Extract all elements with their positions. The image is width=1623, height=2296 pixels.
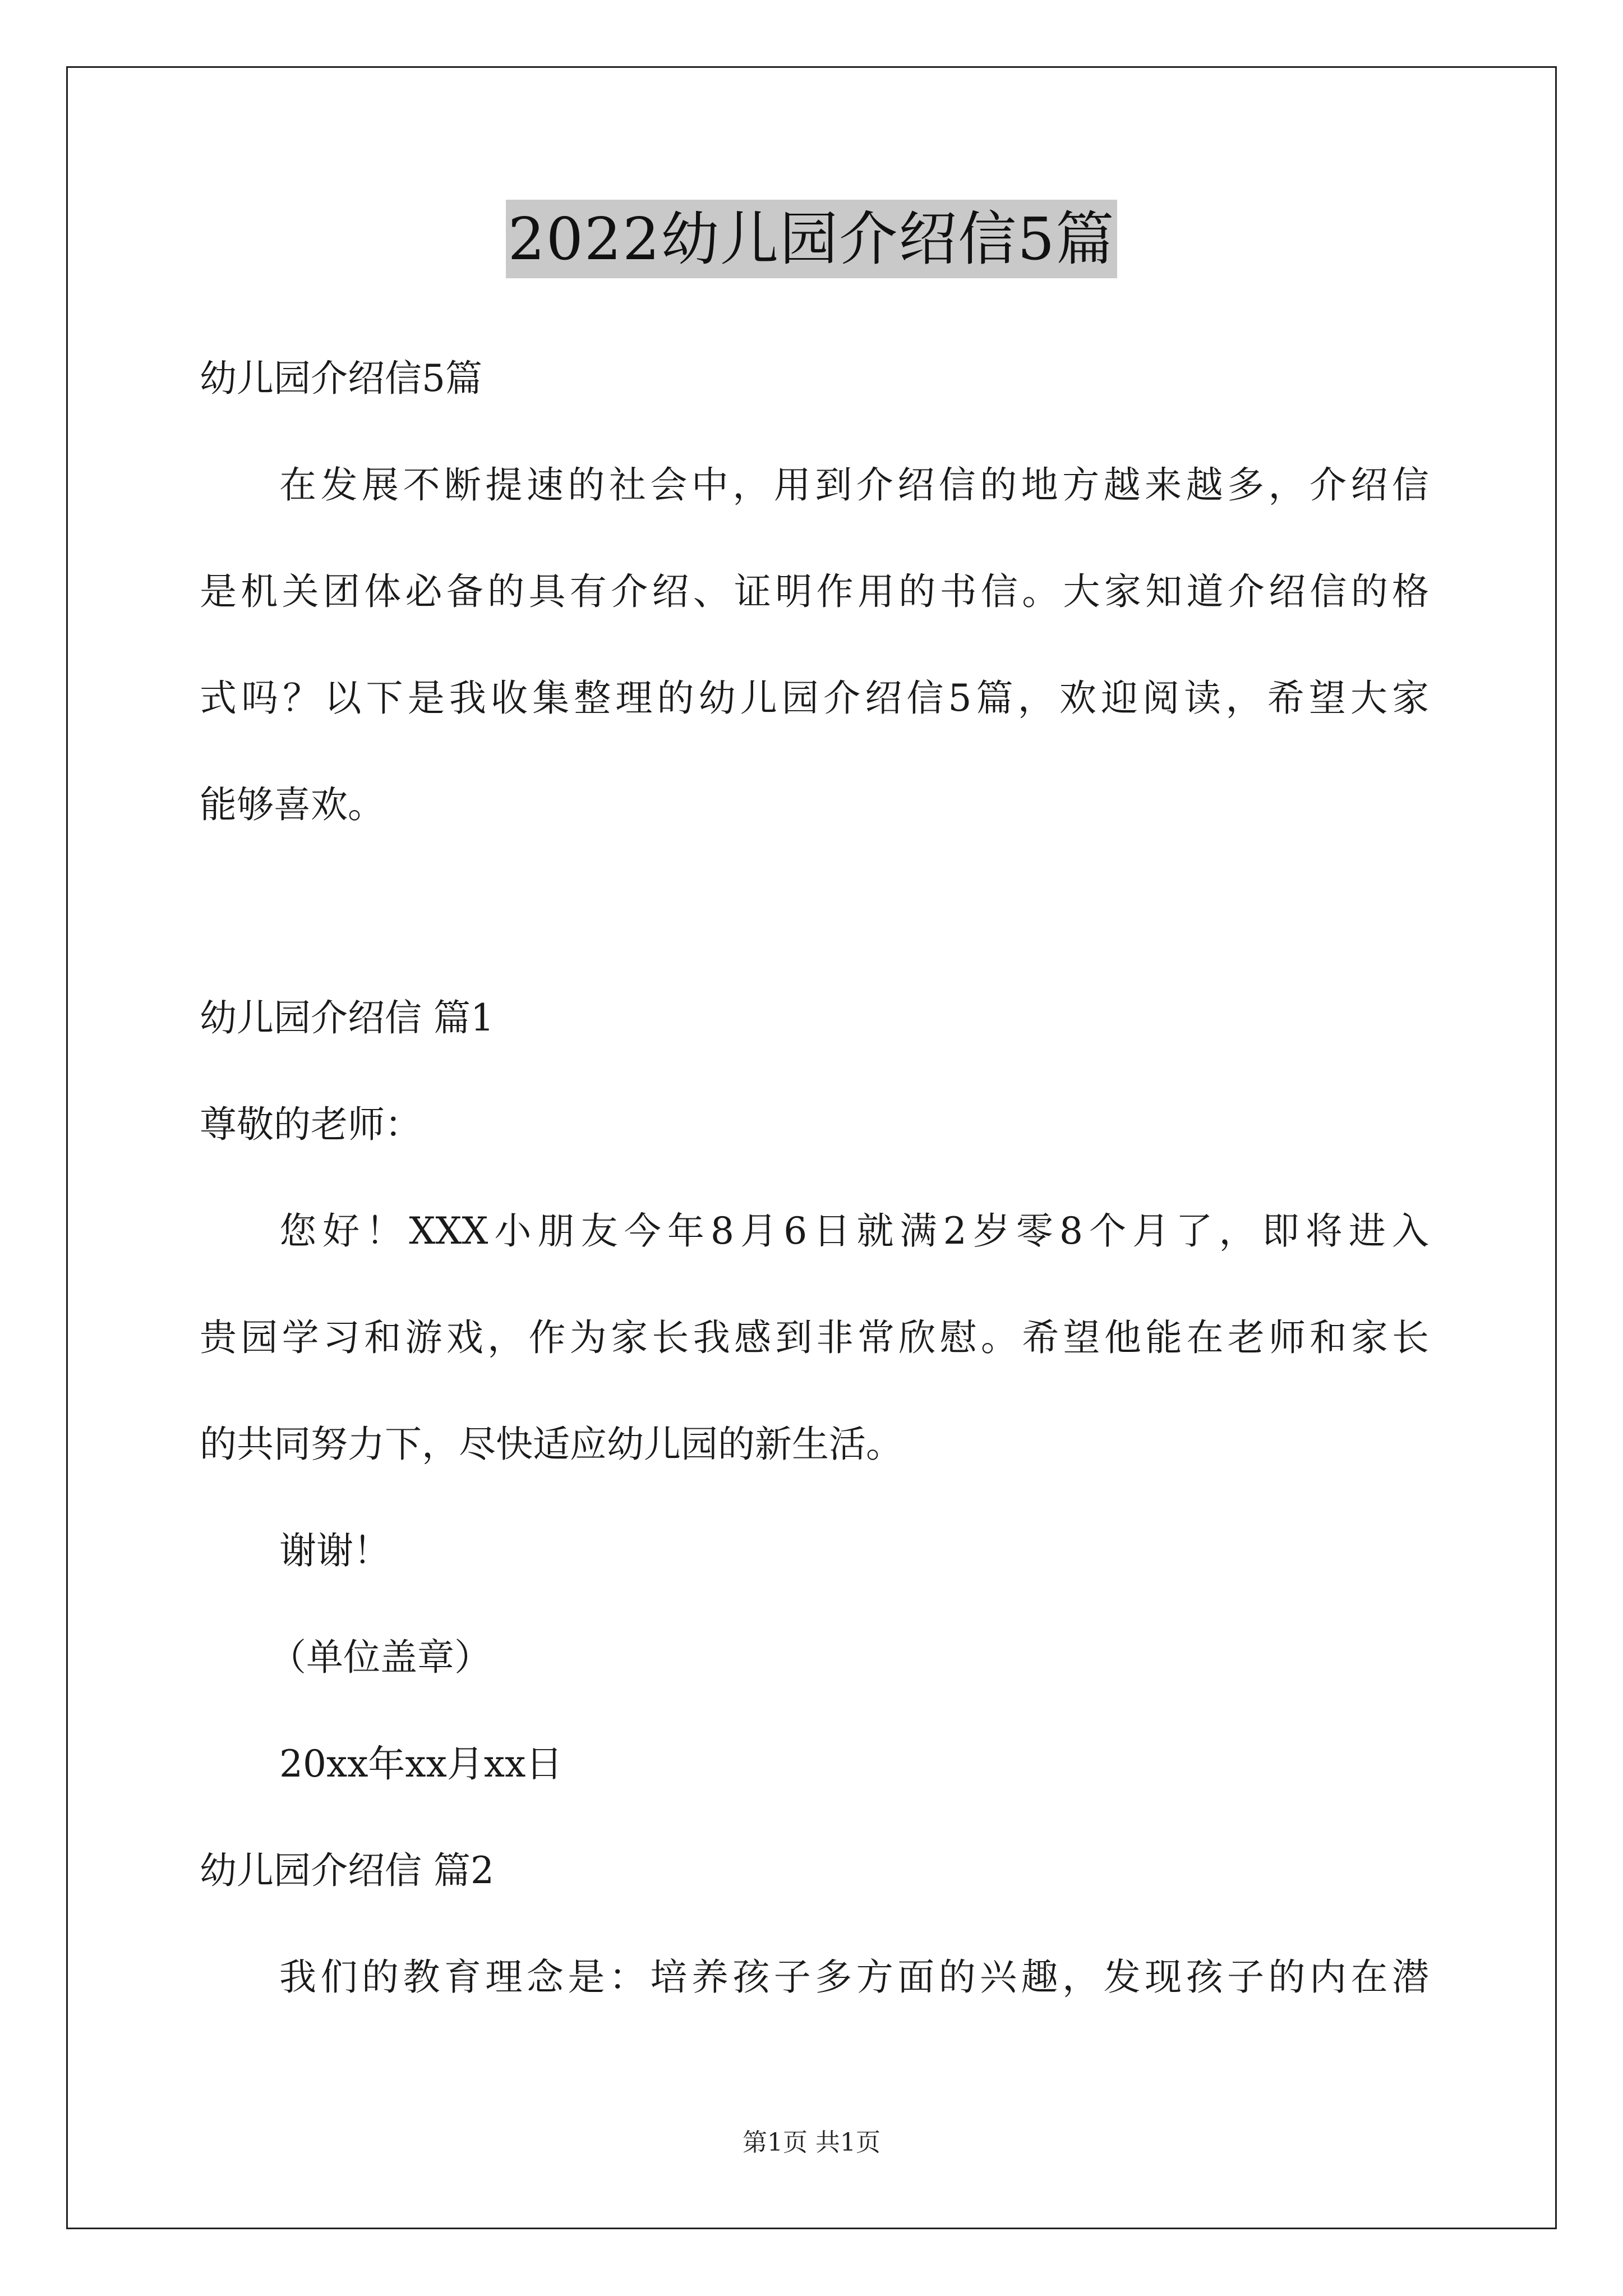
intro-paragraph-line-4: 能够喜欢。 — [200, 783, 385, 826]
section-heading-2: 幼儿园介绍信 篇2 — [200, 1849, 494, 1892]
intro-paragraph-line-2: 是机关团体必备的具有介绍、证明作用的书信。大家知道介绍信的格 — [200, 570, 1429, 613]
document-title: 2022幼儿园介绍信5篇 — [506, 200, 1118, 278]
letter1-paragraph-line-1: 您好！XXX小朋友今年8月6日就满2岁零8个月了，即将进入 — [279, 1209, 1429, 1253]
letter2-paragraph-line-1: 我们的教育理念是：培养孩子多方面的兴趣，发现孩子的内在潜 — [279, 1955, 1429, 1999]
section-heading-1: 幼儿园介绍信 篇1 — [200, 996, 494, 1039]
intro-paragraph-line-1: 在发展不断提速的社会中，用到介绍信的地方越来越多，介绍信 — [279, 463, 1429, 507]
letter1-seal-note: （单位盖章） — [269, 1636, 491, 1679]
letter1-paragraph-line-3: 的共同努力下，尽快适应幼儿园的新生活。 — [200, 1423, 903, 1466]
salutation: 尊敬的老师： — [200, 1103, 422, 1146]
letter1-paragraph-line-2: 贵园学习和游戏，作为家长我感到非常欣慰。希望他能在老师和家长 — [200, 1316, 1429, 1359]
page-footer: 第1页 共1页 — [743, 2128, 880, 2157]
intro-paragraph-line-3: 式吗？以下是我收集整理的幼儿园介绍信5篇，欢迎阅读，希望大家 — [200, 677, 1429, 720]
letter1-date: 20xx年xx月xx日 — [279, 1742, 563, 1786]
subtitle-line: 幼儿园介绍信5篇 — [200, 357, 482, 400]
title-container — [0, 200, 1623, 278]
letter1-thanks: 谢谢！ — [279, 1529, 390, 1572]
